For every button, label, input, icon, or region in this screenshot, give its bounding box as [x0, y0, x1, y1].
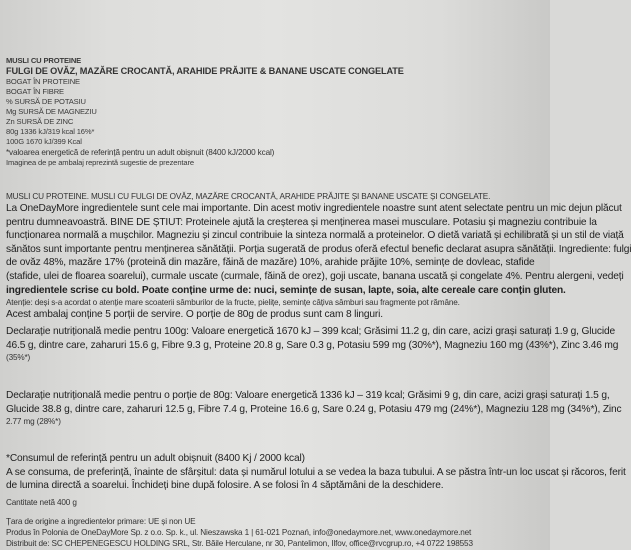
origin-line: Țara de origine a ingredientelor primare: UE și non UE [6, 517, 196, 526]
claim-zinc: Zn SURSĂ DE ZINC [6, 117, 74, 126]
description-line: pentru dumneavoastră. BINE DE ȘTIUT: Proteinele ajută la creșterea și menținerea masei musculare. Potasiu și magneziu contribuie la [6, 216, 597, 228]
storage-block [6, 452, 626, 493]
nutrition-line: Glucide 38.8 g, dintre care, zaharuri 12.5 g, Fibre 7.4 g, Proteine 16.6 g, Sare 0.24 g, Potasiu 479 mg (24%*), Magneziu 128 mg (34%*), Zinc [6, 403, 622, 415]
storage-line: *Consumul de referință pentru un adult obișnuit (8400 Kj / 2000 kcal) [6, 453, 305, 464]
allergen-line: ingredientele scrise cu bold. Poate conține urme de: nuci, semințe de susan, lapte, soia, alte cereale care conțin gluten. [6, 284, 566, 296]
claim-protein: BOGAT ÎN PROTEINE [6, 77, 80, 86]
warning-line: Atenție: deși s-a acordat o atenție mare scoaterii sâmburilor de la fructe, pielițe, semințe câțiva sâmburi sau fragmente pot rămâne. [6, 298, 460, 308]
nutrition-100g [6, 325, 619, 363]
front-summary [6, 56, 546, 168]
nutrition-line: Declarație nutrițională medie pentru o porție de 80g: Valoare energetică 1336 kJ – 319 kcal; Grăsimi 9 g, din care, acizi grași saturați 1.5 g, [6, 390, 610, 401]
image-note: Imaginea de pe ambalaj reprezintă sugestie de prezentare [6, 158, 194, 167]
nutrition-line: 46.5 g, dintre care, zaharuri 15.6 g, Fibre 9.3 g, Proteine 20.8 g, Sare 0.3 g, Potasiu 599 mg (30%*), Magneziu 160 mg (43%*), Zinc 3.46 mg [6, 339, 619, 351]
distributor-line: Distribuit de: SC CHEPENEGESCU HOLDING SRL, Str. Băile Herculane, nr 30, Pantelimon, Ilfov, office@rvcgrup.ro, +4 0722 198553 [6, 539, 473, 548]
serving-line: Acest ambalaj conține 5 porții de servire. O porție de 80g de produs sunt cam 8 linguri. [6, 309, 383, 321]
description-line: MUSLI CU PROTEINE. MUSLI CU FULGI DE OVĂZ, MAZĂRE CROCANTĂ, ARAHIDE PRĂJITE ȘI BANANE USCATE ȘI CONGELATE. [6, 192, 491, 201]
storage-line: A se consuma, de preferință, înainte de sfârșitul: data și numărul lotului a se vedea la baza tubului. A se păstra într-un loc uscat și răcoros, ferit [6, 466, 626, 478]
energy-per-portion: 80g 1336 kJ/319 kcal 16%* [6, 127, 95, 136]
description-line: La OneDayMore ingredientele sunt cele mai importante. Din acest motiv ingredientele noastre sunt atent selectate pentru un mic dejun plăcut [6, 203, 622, 214]
claim-potassium: % SURSĂ DE POTASIU [6, 97, 86, 106]
nutrition-line: (35%*) [6, 353, 31, 363]
nutrition-80g [6, 389, 622, 427]
net-quantity-text: Cantitate netă 400 g [6, 498, 77, 507]
storage-line: de lumina directă a soarelui. Închideți bine după folosire. A se folosi în 4 săptămâni de la deschidere. [6, 480, 444, 492]
ingredients-line: de ovăz 48%, mazăre 17% (proteină din mazăre, făină de mazăre) 10%, arahide prăjite 10%, semințe de dovleac, stafide [6, 257, 535, 269]
net-quantity [6, 497, 546, 508]
reference-note: *valoarea energetică de referință pentru un adult obișnuit (8400 kJ/2000 kcal) [6, 148, 275, 157]
ingredients-line: (stafide, ulei de floarea soarelui), curmale uscate (curmale, făină de orez), goji uscate, banana uscată și congelate 4%. Pentru alergeni, vedeți [6, 270, 624, 282]
claim-magnesium: Mg SURSĂ DE MAGNEZIU [6, 107, 97, 116]
claim-fiber: BOGAT ÎN FIBRE [6, 87, 64, 96]
product-subtitle: FULGI DE OVĂZ, MAZĂRE CROCANTĂ, ARAHIDE PRĂJITE & BANANE USCATE CONGELATE [6, 66, 404, 76]
description-line: sănătos sunt importante pentru menținerea sănătății. Porția sugerată de produs oferă efectul benefic declarat asupra sănătății. Ingrediente: fulgi [6, 243, 631, 255]
producer-line: Produs în Polonia de OneDayMore Sp. z o.o. Sp. k., ul. Nieszawska 1 | 61-021 Poznań, info@onedaymore.net, www.onedaymore.net [6, 528, 472, 537]
product-title: MUSLI CU PROTEINE [6, 56, 82, 65]
description-block [6, 191, 631, 322]
energy-per-100g: 100G 1670 kJ/399 Kcal [6, 137, 82, 146]
description-line: funcționarea normală a mușchilor. Magneziu și zincul contribuie la sinteza normală a proteinelor. O dietă variată și echilibrată și un stil de viață [6, 230, 624, 242]
nutrition-line: 2.77 mg (28%*) [6, 417, 61, 427]
nutrition-line: Declarație nutrițională medie pentru 100g: Valoare energetică 1670 kJ – 399 kcal; Grăsimi 11.2 g, din care, acizi grași saturați 1.9 g, Glucide [6, 326, 616, 337]
origin-block [6, 516, 546, 549]
